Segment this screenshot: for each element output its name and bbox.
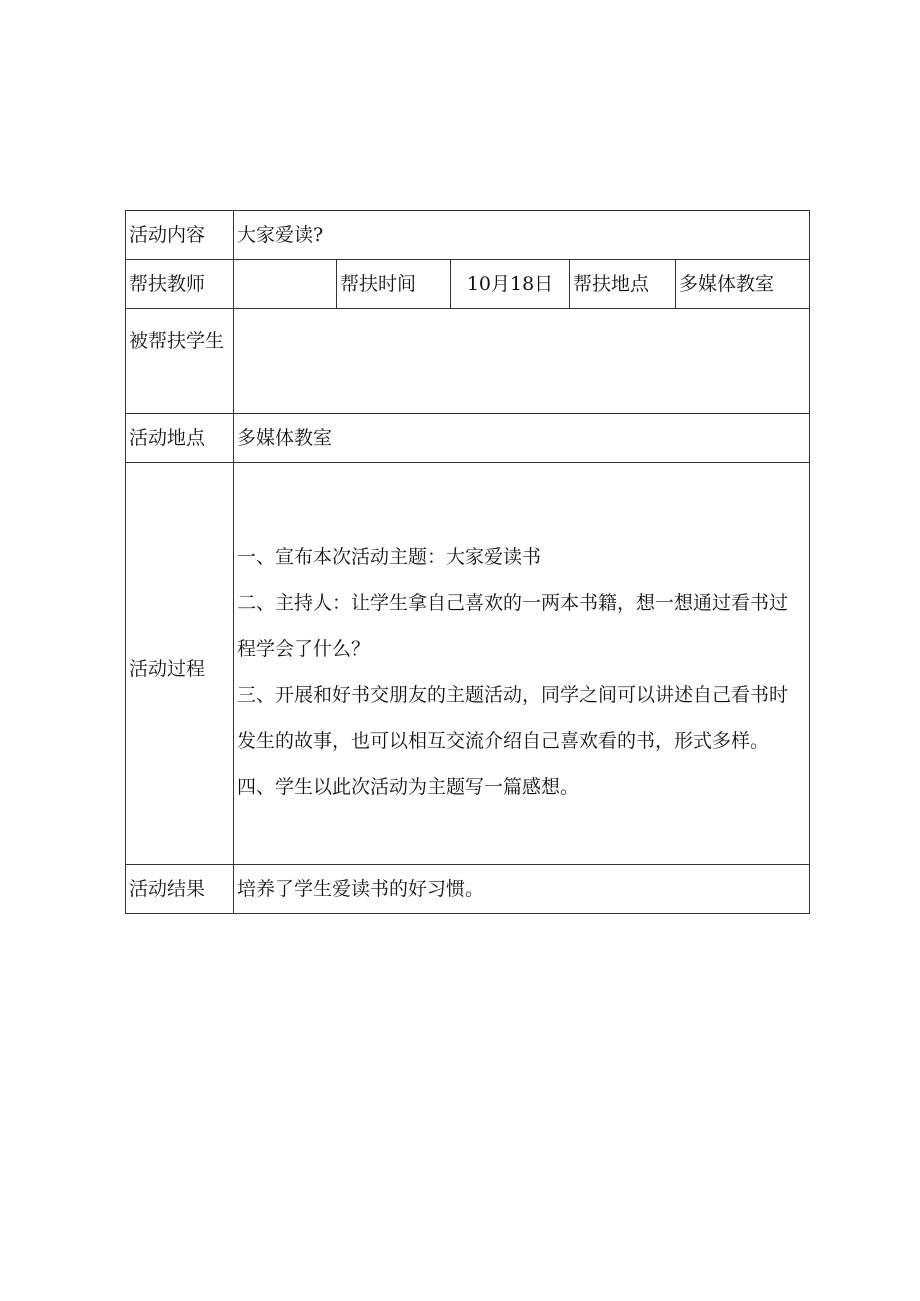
row-student	[126, 309, 810, 414]
teacher-value	[234, 260, 337, 309]
process-step: 二、主持人：让学生拿自己喜欢的一两本书籍，想一想通过看书过程学会了什么？	[237, 591, 789, 660]
place-value: 多媒体教室	[676, 260, 810, 309]
row-result	[126, 865, 810, 914]
student-label: 被帮扶学生	[126, 309, 234, 414]
location-label: 活动地点	[126, 414, 234, 463]
time-label: 帮扶时间	[337, 260, 451, 309]
process-step: 三、开展和好书交朋友的主题活动，同学之间可以讲述自己看书时发生的故事，也可以相互交流介绍自己喜欢看的书，形式多样。	[237, 683, 789, 752]
row-activity-content	[126, 211, 810, 260]
activity-content-label: 活动内容	[126, 211, 234, 260]
activity-content-value: 大家爱读?	[234, 211, 810, 260]
process-step: 一、宣布本次活动主题：大家爱读书	[237, 545, 542, 568]
result-label: 活动结果	[126, 865, 234, 914]
student-value	[234, 309, 810, 414]
process-body	[234, 463, 810, 865]
time-value: 10月18日	[451, 260, 570, 309]
result-value: 培养了学生爱读书的好习惯。	[234, 865, 810, 914]
activity-record-table	[125, 210, 810, 914]
location-value: 多媒体教室	[234, 414, 810, 463]
row-process	[126, 463, 810, 865]
process-step: 四、学生以此次活动为主题写一篇感想。	[237, 775, 580, 798]
teacher-label: 帮扶教师	[126, 260, 234, 309]
process-label: 活动过程	[126, 463, 234, 865]
row-teacher	[126, 260, 810, 309]
row-location	[126, 414, 810, 463]
place-label: 帮扶地点	[570, 260, 676, 309]
